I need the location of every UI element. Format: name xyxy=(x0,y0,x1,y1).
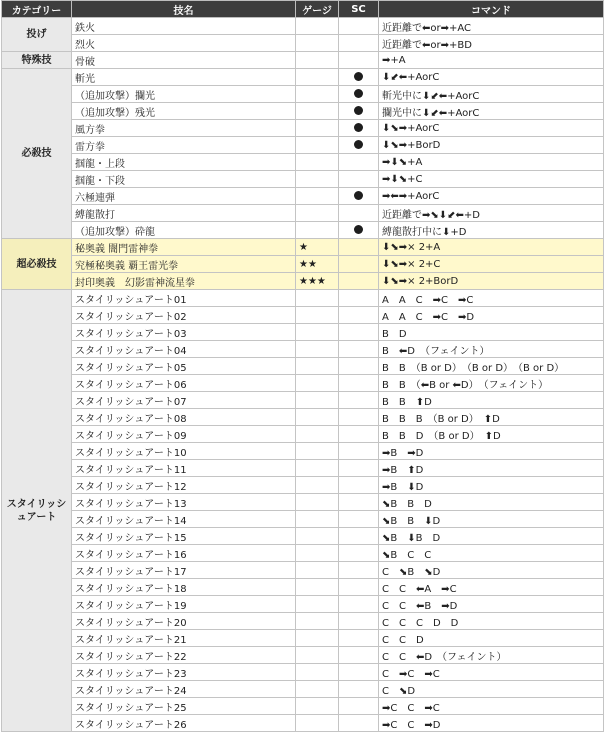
sc-dot-icon xyxy=(354,89,363,98)
move-name-cell: 鉄火 xyxy=(72,18,296,35)
move-name-cell: 風方拳 xyxy=(72,120,296,137)
sc-cell xyxy=(339,392,379,409)
sc-dot-icon xyxy=(354,191,363,200)
sc-cell xyxy=(339,52,379,69)
gauge-cell xyxy=(296,664,339,681)
gauge-cell xyxy=(296,324,339,341)
move-name-cell: スタイリッシュアート10 xyxy=(72,443,296,460)
table-row xyxy=(2,324,604,341)
command-cell: ➡⬅➡+AorC xyxy=(379,188,604,205)
gauge-cell xyxy=(296,443,339,460)
gauge-cell xyxy=(296,426,339,443)
table-row xyxy=(2,494,604,511)
gauge-cell xyxy=(296,188,339,205)
sc-cell xyxy=(339,239,379,256)
table-row xyxy=(2,290,604,307)
command-list-table xyxy=(1,0,604,732)
command-cell: C C ⬅A ➡C xyxy=(379,579,604,596)
table-row xyxy=(2,120,604,137)
move-name-cell: スタイリッシュアート22 xyxy=(72,647,296,664)
table-row xyxy=(2,18,604,35)
command-cell: A A C ➡C ➡C xyxy=(379,290,604,307)
table-row xyxy=(2,69,604,86)
table-row xyxy=(2,239,604,256)
table-body xyxy=(2,18,604,732)
gauge-cell xyxy=(296,375,339,392)
table-row xyxy=(2,715,604,732)
table-row xyxy=(2,596,604,613)
move-name-cell: スタイリッシュアート03 xyxy=(72,324,296,341)
move-name-cell: スタイリッシュアート18 xyxy=(72,579,296,596)
command-cell: B ⬅D （フェイント） xyxy=(379,341,604,358)
gauge-cell xyxy=(296,562,339,579)
command-cell: C ➡C ➡C xyxy=(379,664,604,681)
gauge-cell xyxy=(296,477,339,494)
header-command: コマンド xyxy=(379,1,604,18)
sc-cell xyxy=(339,341,379,358)
command-cell: ➡B ➡D xyxy=(379,443,604,460)
table-row xyxy=(2,35,604,52)
move-name-cell: スタイリッシュアート09 xyxy=(72,426,296,443)
command-cell: ⬊B C C xyxy=(379,545,604,562)
table-row xyxy=(2,511,604,528)
sc-cell xyxy=(339,18,379,35)
command-cell: ⬇⬋⬅+AorC xyxy=(379,69,604,86)
table-row xyxy=(2,154,604,171)
sc-cell xyxy=(339,664,379,681)
gauge-cell xyxy=(296,511,339,528)
move-name-cell: スタイリッシュアート12 xyxy=(72,477,296,494)
move-name-cell: 骨破 xyxy=(72,52,296,69)
command-cell: B B （⬅B or ⬅D） （フェイント） xyxy=(379,375,604,392)
gauge-cell: ★★ xyxy=(296,256,339,273)
sc-dot-icon xyxy=(354,72,363,81)
table-row xyxy=(2,358,604,375)
table-row xyxy=(2,375,604,392)
sc-cell xyxy=(339,630,379,647)
command-cell: 縛龍散打中に⬇+D xyxy=(379,222,604,239)
category-cell: 必殺技 xyxy=(2,69,72,239)
gauge-cell xyxy=(296,341,339,358)
gauge-cell xyxy=(296,18,339,35)
command-cell: ➡C C ➡D xyxy=(379,715,604,732)
command-cell: ➡⬇⬊+C xyxy=(379,171,604,188)
table-row xyxy=(2,171,604,188)
table-row xyxy=(2,426,604,443)
command-cell: ⬊B B D xyxy=(379,494,604,511)
move-name-cell: スタイリッシュアート24 xyxy=(72,681,296,698)
gauge-cell xyxy=(296,494,339,511)
category-cell: 投げ xyxy=(2,18,72,52)
gauge-cell xyxy=(296,596,339,613)
table-row xyxy=(2,188,604,205)
sc-cell xyxy=(339,137,379,154)
gauge-cell xyxy=(296,307,339,324)
move-name-cell: スタイリッシュアート26 xyxy=(72,715,296,732)
move-name-cell: スタイリッシュアート07 xyxy=(72,392,296,409)
table-row xyxy=(2,409,604,426)
sc-cell xyxy=(339,613,379,630)
gauge-cell xyxy=(296,528,339,545)
move-name-cell: 秘奥義 闇門雷神拳 xyxy=(72,239,296,256)
sc-cell xyxy=(339,477,379,494)
command-cell: C C ⬅B ➡D xyxy=(379,596,604,613)
sc-cell xyxy=(339,256,379,273)
move-name-cell: （追加攻撃）砕龍 xyxy=(72,222,296,239)
move-name-cell: （追加攻撃）残光 xyxy=(72,103,296,120)
move-name-cell: スタイリッシュアート13 xyxy=(72,494,296,511)
command-cell: ⬇⬊➡× 2+C xyxy=(379,256,604,273)
table-row xyxy=(2,273,604,290)
command-cell: 斬光中に⬇⬋⬅+AorC xyxy=(379,86,604,103)
gauge-cell xyxy=(296,545,339,562)
move-name-cell: 斬光 xyxy=(72,69,296,86)
sc-cell xyxy=(339,545,379,562)
gauge-cell xyxy=(296,205,339,222)
table-row xyxy=(2,698,604,715)
sc-dot-icon xyxy=(354,123,363,132)
move-name-cell: スタイリッシュアート01 xyxy=(72,290,296,307)
table-row xyxy=(2,392,604,409)
table-row xyxy=(2,630,604,647)
move-name-cell: スタイリッシュアート16 xyxy=(72,545,296,562)
gauge-cell xyxy=(296,103,339,120)
sc-cell xyxy=(339,494,379,511)
command-cell: B D xyxy=(379,324,604,341)
command-cell: ⬇⬊➡× 2+BorD xyxy=(379,273,604,290)
category-cell: スタイリッシュアート xyxy=(2,290,72,732)
command-cell: ➡B ⬆D xyxy=(379,460,604,477)
sc-cell xyxy=(339,375,379,392)
table-row xyxy=(2,222,604,239)
gauge-cell xyxy=(296,392,339,409)
command-cell: ⬊B ⬇B D xyxy=(379,528,604,545)
move-name-cell: スタイリッシュアート05 xyxy=(72,358,296,375)
header-sc: SC xyxy=(339,1,379,18)
sc-cell xyxy=(339,596,379,613)
command-cell: C ⬊D xyxy=(379,681,604,698)
command-cell: B B D （B or D） ⬆D xyxy=(379,426,604,443)
table-row xyxy=(2,341,604,358)
sc-cell xyxy=(339,528,379,545)
sc-cell xyxy=(339,511,379,528)
sc-cell xyxy=(339,698,379,715)
move-name-cell: 掴龍・下段 xyxy=(72,171,296,188)
table-row xyxy=(2,681,604,698)
gauge-cell xyxy=(296,154,339,171)
command-cell: 攔光中に⬇⬋⬅+AorC xyxy=(379,103,604,120)
table-row xyxy=(2,613,604,630)
header-gauge: ゲージ xyxy=(296,1,339,18)
table-row xyxy=(2,664,604,681)
move-name-cell: スタイリッシュアート11 xyxy=(72,460,296,477)
sc-cell xyxy=(339,205,379,222)
move-name-cell: スタイリッシュアート17 xyxy=(72,562,296,579)
gauge-cell xyxy=(296,630,339,647)
header-row xyxy=(2,1,604,18)
sc-cell xyxy=(339,562,379,579)
sc-cell xyxy=(339,103,379,120)
command-cell: C C ⬅D （フェイント） xyxy=(379,647,604,664)
command-cell: B B （B or D） （B or D） （B or D） xyxy=(379,358,604,375)
command-cell: ➡C C ➡C xyxy=(379,698,604,715)
move-name-cell: 究極秘奥義 覇王雷光拳 xyxy=(72,256,296,273)
gauge-cell: ★★★ xyxy=(296,273,339,290)
gauge-cell: ★ xyxy=(296,239,339,256)
gauge-cell xyxy=(296,715,339,732)
move-name-cell: スタイリッシュアート02 xyxy=(72,307,296,324)
gauge-cell xyxy=(296,86,339,103)
sc-cell xyxy=(339,579,379,596)
sc-cell xyxy=(339,443,379,460)
sc-cell xyxy=(339,222,379,239)
sc-cell xyxy=(339,35,379,52)
table-row xyxy=(2,562,604,579)
sc-cell xyxy=(339,273,379,290)
sc-cell xyxy=(339,409,379,426)
table-row xyxy=(2,443,604,460)
gauge-cell xyxy=(296,698,339,715)
table-row xyxy=(2,205,604,222)
command-cell: ⬇⬊➡+AorC xyxy=(379,120,604,137)
table-row xyxy=(2,307,604,324)
move-name-cell: スタイリッシュアート15 xyxy=(72,528,296,545)
move-name-cell: スタイリッシュアート14 xyxy=(72,511,296,528)
sc-cell xyxy=(339,715,379,732)
sc-cell xyxy=(339,324,379,341)
gauge-cell xyxy=(296,681,339,698)
gauge-cell xyxy=(296,409,339,426)
command-cell: 近距離で⬅or➡+BD xyxy=(379,35,604,52)
sc-dot-icon xyxy=(354,225,363,234)
gauge-cell xyxy=(296,647,339,664)
gauge-cell xyxy=(296,137,339,154)
move-name-cell: （追加攻撃）攔光 xyxy=(72,86,296,103)
gauge-cell xyxy=(296,171,339,188)
sc-cell xyxy=(339,86,379,103)
table-row xyxy=(2,256,604,273)
command-cell: C C C D D xyxy=(379,613,604,630)
header-move-name: 技名 xyxy=(72,1,296,18)
move-name-cell: 掴龍・上段 xyxy=(72,154,296,171)
sc-cell xyxy=(339,120,379,137)
gauge-cell xyxy=(296,35,339,52)
category-cell: 超必殺技 xyxy=(2,239,72,290)
sc-cell xyxy=(339,307,379,324)
sc-cell xyxy=(339,69,379,86)
table-row xyxy=(2,579,604,596)
sc-dot-icon xyxy=(354,106,363,115)
gauge-cell xyxy=(296,460,339,477)
command-cell: 近距離で➡⬊⬇⬋⬅+D xyxy=(379,205,604,222)
header-category: カテゴリー xyxy=(2,1,72,18)
table-header xyxy=(2,1,604,18)
gauge-cell xyxy=(296,613,339,630)
command-cell: ➡+A xyxy=(379,52,604,69)
move-name-cell: 烈火 xyxy=(72,35,296,52)
table-row xyxy=(2,103,604,120)
command-cell: 近距離で⬅or➡+AC xyxy=(379,18,604,35)
table-row xyxy=(2,86,604,103)
move-name-cell: スタイリッシュアート20 xyxy=(72,613,296,630)
move-name-cell: スタイリッシュアート23 xyxy=(72,664,296,681)
sc-cell xyxy=(339,171,379,188)
sc-cell xyxy=(339,290,379,307)
table-row xyxy=(2,52,604,69)
move-name-cell: スタイリッシュアート08 xyxy=(72,409,296,426)
gauge-cell xyxy=(296,222,339,239)
command-cell: B B B （B or D） ⬆D xyxy=(379,409,604,426)
gauge-cell xyxy=(296,358,339,375)
table-row xyxy=(2,545,604,562)
gauge-cell xyxy=(296,120,339,137)
command-cell: ⬊B B ⬇D xyxy=(379,511,604,528)
sc-cell xyxy=(339,188,379,205)
gauge-cell xyxy=(296,69,339,86)
gauge-cell xyxy=(296,290,339,307)
sc-cell xyxy=(339,154,379,171)
move-name-cell: 雷方拳 xyxy=(72,137,296,154)
gauge-cell xyxy=(296,579,339,596)
sc-cell xyxy=(339,460,379,477)
sc-cell xyxy=(339,358,379,375)
move-name-cell: スタイリッシュアート19 xyxy=(72,596,296,613)
move-name-cell: スタイリッシュアート04 xyxy=(72,341,296,358)
sc-cell xyxy=(339,426,379,443)
command-cell: ➡⬇⬊+A xyxy=(379,154,604,171)
move-name-cell: スタイリッシュアート25 xyxy=(72,698,296,715)
command-cell: B B ⬆D xyxy=(379,392,604,409)
move-name-cell: 縛龍散打 xyxy=(72,205,296,222)
command-cell: ⬇⬊➡× 2+A xyxy=(379,239,604,256)
sc-cell xyxy=(339,681,379,698)
table-row xyxy=(2,477,604,494)
command-cell: A A C ➡C ➡D xyxy=(379,307,604,324)
move-name-cell: 六極連弾 xyxy=(72,188,296,205)
sc-cell xyxy=(339,647,379,664)
gauge-cell xyxy=(296,52,339,69)
move-name-cell: 封印奥義 幻影雷神流星拳 xyxy=(72,273,296,290)
table-row xyxy=(2,528,604,545)
table-row xyxy=(2,460,604,477)
table-row xyxy=(2,647,604,664)
command-cell: ➡B ⬇D xyxy=(379,477,604,494)
move-name-cell: スタイリッシュアート06 xyxy=(72,375,296,392)
command-cell: C C D xyxy=(379,630,604,647)
command-cell: ⬇⬊➡+BorD xyxy=(379,137,604,154)
category-cell: 特殊技 xyxy=(2,52,72,69)
move-name-cell: スタイリッシュアート21 xyxy=(72,630,296,647)
sc-dot-icon xyxy=(354,140,363,149)
command-cell: C ⬊B ⬊D xyxy=(379,562,604,579)
table-row xyxy=(2,137,604,154)
